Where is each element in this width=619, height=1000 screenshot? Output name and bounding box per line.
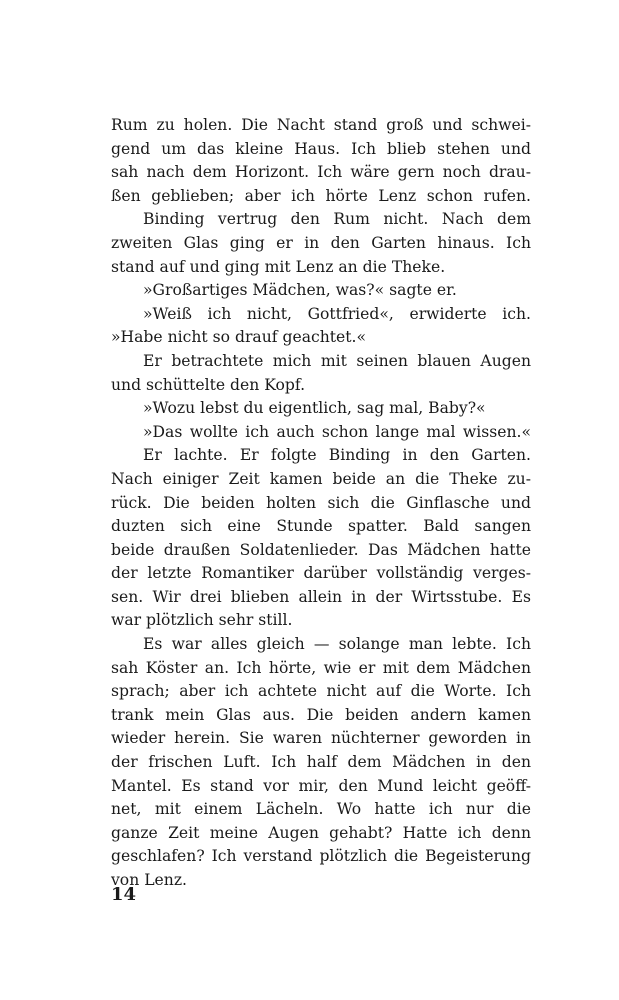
text-line: sah nach dem Horizont. Ich wäre gern noch drau- bbox=[111, 163, 531, 182]
text-line: rück. Die beiden holten sich die Ginflasche und bbox=[111, 493, 531, 512]
text-line: sah Köster an. Ich hörte, wie er mit dem Mädchen bbox=[111, 658, 531, 677]
text-line: sen. Wir drei blieben allein in der Wirtsstube. Es bbox=[111, 587, 531, 606]
text-line: beide draußen Soldatenlieder. Das Mädchen hatte bbox=[111, 540, 531, 559]
text-line: Er betrachtete mich mit seinen blauen Augen bbox=[143, 351, 531, 370]
text-line: Er lachte. Er folgte Binding in den Garten. bbox=[143, 446, 531, 465]
text-line: wieder herein. Sie waren nüchterner geworden in bbox=[111, 729, 531, 748]
text-line: »Habe nicht so drauf geachtet.« bbox=[111, 328, 367, 347]
text-line: und schüttelte den Kopf. bbox=[111, 375, 306, 394]
text-line: Rum zu holen. Die Nacht stand groß und schwei- bbox=[111, 116, 531, 134]
text-line: »Das wollte ich auch schon lange mal wissen.« bbox=[143, 422, 531, 441]
text-line: ßen geblieben; aber ich hörte Lenz schon rufen. bbox=[111, 186, 531, 205]
text-line: gend um das kleine Haus. Ich blieb stehen und bbox=[111, 139, 531, 158]
text-line: »Wozu lebst du eigentlich, sag mal, Baby?« bbox=[143, 399, 486, 418]
text-line: von Lenz. bbox=[111, 871, 187, 889]
text-line: sprach; aber ich achtete nicht auf die Worte. Ich bbox=[111, 682, 531, 701]
text-line: ganze Zeit meine Augen gehabt? Hatte ich denn bbox=[111, 823, 531, 842]
text-line: Binding vertrug den Rum nicht. Nach dem bbox=[143, 210, 531, 229]
text-line: »Weiß ich nicht, Gottfried«, erwiderte ich. bbox=[143, 304, 531, 323]
text-line: der letzte Romantiker darüber vollständig verges- bbox=[111, 564, 531, 583]
text-line: net, mit einem Lächeln. Wo hatte ich nur die bbox=[111, 800, 531, 819]
text-line: der frischen Luft. Ich half dem Mädchen in den bbox=[111, 753, 531, 772]
page-number: 14 bbox=[111, 884, 137, 905]
text-line: Mantel. Es stand vor mir, den Mund leicht geöff- bbox=[111, 776, 531, 795]
text-line: geschlafen? Ich verstand plötzlich die Begeisterung bbox=[111, 847, 531, 866]
text-line: duzten sich eine Stunde spatter. Bald sangen bbox=[111, 517, 531, 536]
text-line: »Großartiges Mädchen, was?« sagte er. bbox=[143, 281, 457, 300]
text-line: Nach einiger Zeit kamen beide an die Theke zu- bbox=[111, 469, 531, 488]
text-line: Es war alles gleich — solange man lebte. Ich bbox=[143, 635, 531, 654]
text-line: war plötzlich sehr still. bbox=[111, 611, 293, 630]
text-line: stand auf und ging mit Lenz an die Theke. bbox=[111, 257, 446, 276]
text-line: zweiten Glas ging er in den Garten hinaus. Ich bbox=[111, 233, 531, 252]
page-body bbox=[111, 114, 531, 893]
text-line: trank mein Glas aus. Die beiden andern kamen bbox=[111, 705, 531, 724]
